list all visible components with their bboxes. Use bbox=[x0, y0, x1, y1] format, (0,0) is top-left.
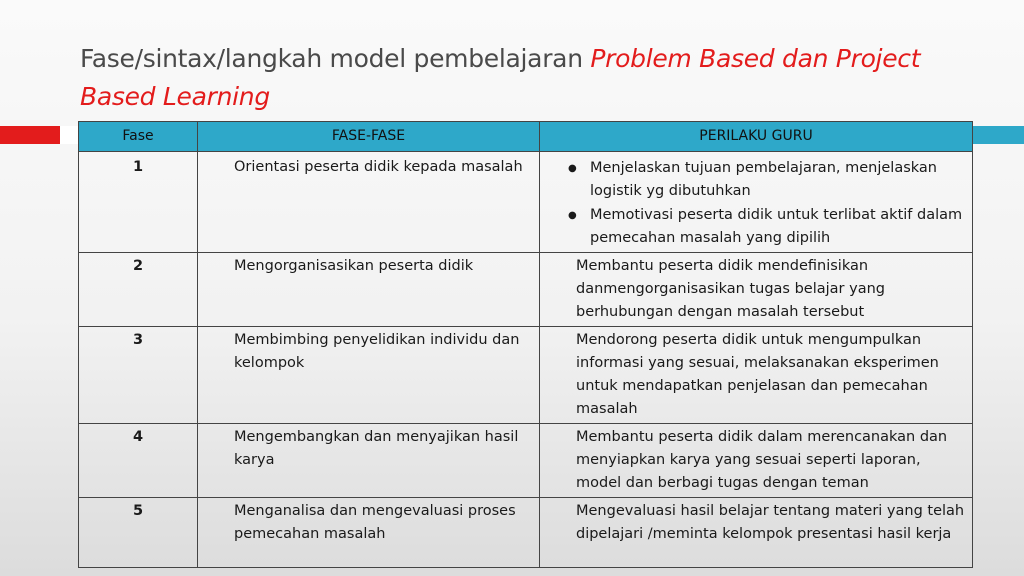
phase-step: Mengembangkan dan menyajikan hasil karya bbox=[198, 424, 540, 498]
phase-number: 5 bbox=[79, 498, 198, 568]
phase-number: 2 bbox=[79, 253, 198, 327]
phase-step: Menganalisa dan mengevaluasi proses pemecahan masalah bbox=[198, 498, 540, 568]
decorative-red-bar bbox=[0, 126, 60, 144]
phase-number: 1 bbox=[79, 152, 198, 253]
header-fase: Fase bbox=[79, 122, 198, 152]
decorative-teal-bar bbox=[972, 126, 1024, 144]
phase-number: 4 bbox=[79, 424, 198, 498]
teacher-behavior: Membantu peserta didik mendefinisikan danmengorganisasikan tugas belajar yang berhubungan dengan masalah tersebut bbox=[540, 253, 973, 327]
header-fase-fase: FASE-FASE bbox=[198, 122, 540, 152]
table-row bbox=[79, 152, 973, 253]
table-row bbox=[79, 327, 973, 424]
teacher-behavior: Membantu peserta didik dalam merencanakan dan menyiapkan karya yang sesuai seperti laporan, model dan berbagi tugas dengan teman bbox=[540, 424, 973, 498]
decorative-gap bbox=[60, 126, 78, 144]
list-item: ● Memotivasi peserta didik untuk terlibat aktif dalam pemecahan masalah yang dipilih bbox=[568, 204, 966, 250]
title-accent: Problem Based dan Project Based Learning bbox=[80, 44, 921, 111]
phase-step: Membimbing penyelidikan individu dan kelompok bbox=[198, 327, 540, 424]
teacher-behavior-list bbox=[554, 157, 966, 250]
phase-number: 3 bbox=[79, 327, 198, 424]
table-header-row bbox=[79, 122, 973, 152]
phase-step: Orientasi peserta didik kepada masalah bbox=[198, 152, 540, 253]
phase-step: Mengorganisasikan peserta didik bbox=[198, 253, 540, 327]
title-plain: Fase/sintax/langkah model pembelajaran bbox=[80, 44, 591, 73]
table-row bbox=[79, 424, 973, 498]
table-row bbox=[79, 498, 973, 568]
teacher-behavior: Mendorong peserta didik untuk mengumpulkan informasi yang sesuai, melaksanakan eksperimen untuk mendapatkan penjelasan dan pemecahan masalah bbox=[540, 327, 973, 424]
table-row bbox=[79, 253, 973, 327]
phase-table bbox=[78, 121, 973, 568]
header-perilaku-guru: PERILAKU GURU bbox=[540, 122, 973, 152]
teacher-behavior bbox=[540, 152, 973, 253]
teacher-behavior: Mengevaluasi hasil belajar tentang materi yang telah dipelajari /meminta kelompok presentasi hasil kerja bbox=[540, 498, 973, 568]
list-item: ● Menjelaskan tujuan pembelajaran, menjelaskan logistik yg dibutuhkan bbox=[568, 157, 966, 203]
slide-title bbox=[80, 40, 980, 116]
